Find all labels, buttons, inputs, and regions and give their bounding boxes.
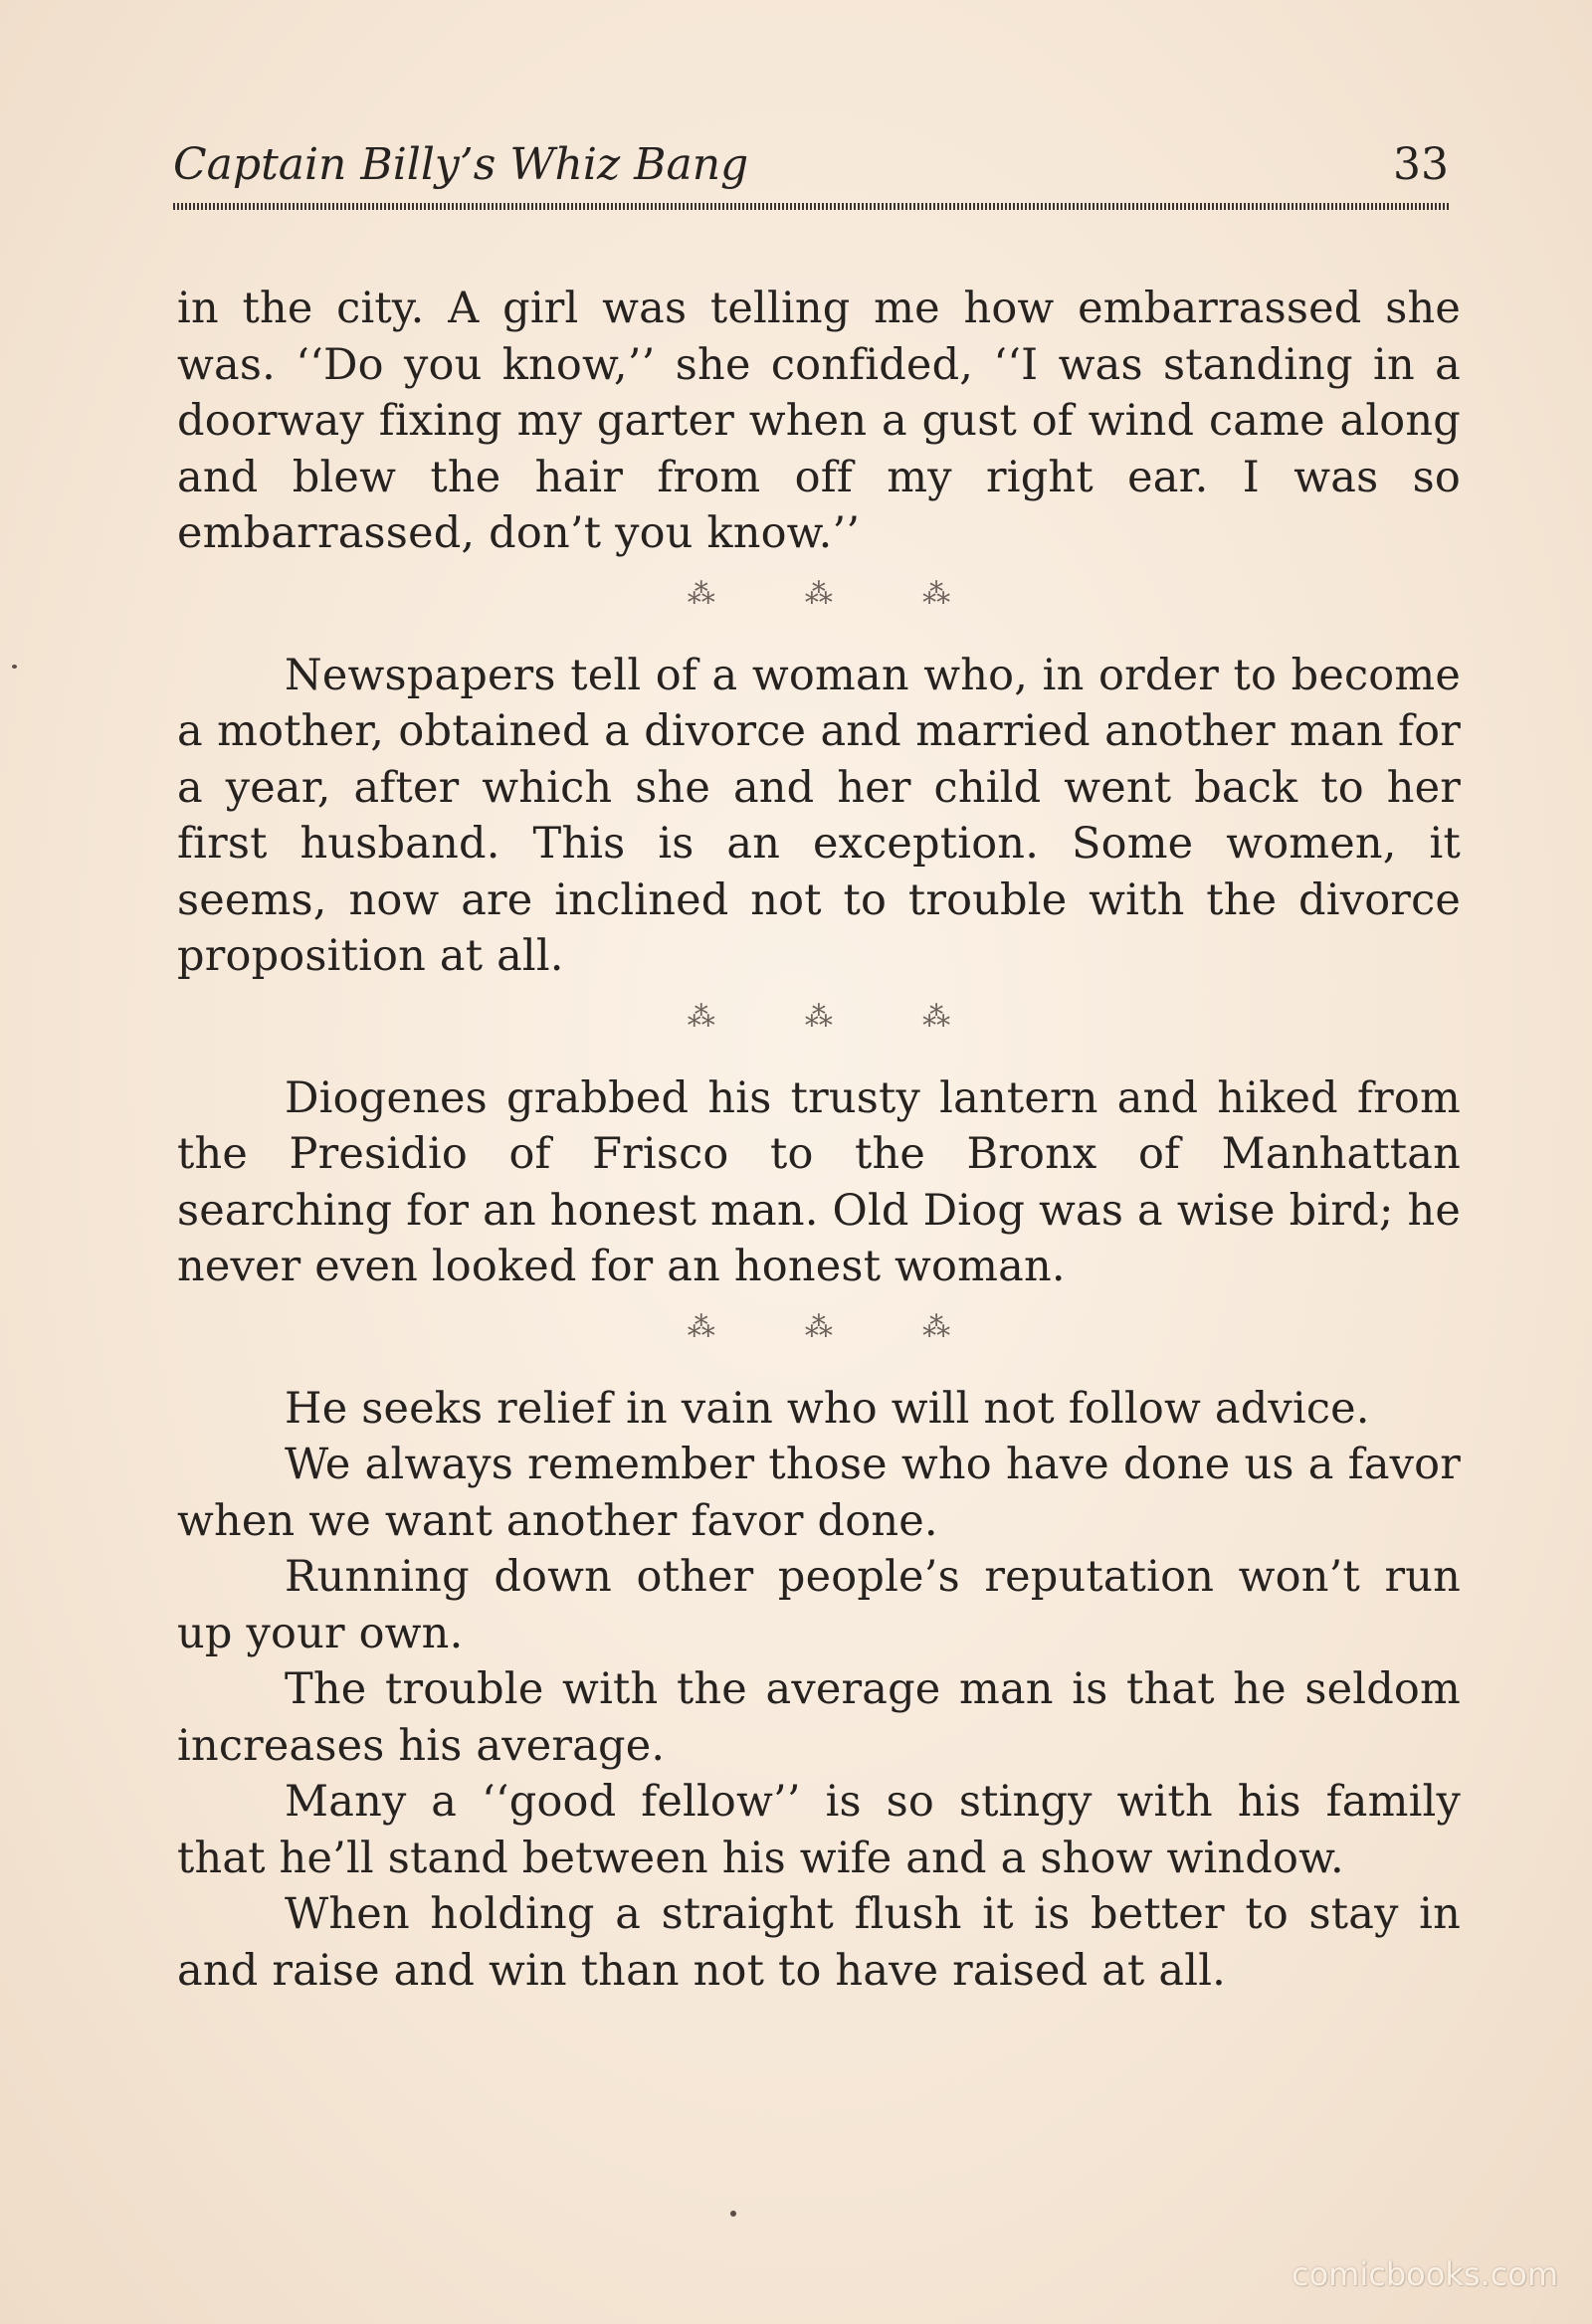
separator-glyph: ⁂ [687, 576, 715, 610]
saying: Running down other people’s reputation won’t run up your own. [177, 1552, 1461, 1658]
separator-glyph: ⁂ [687, 1309, 715, 1343]
page-body [177, 281, 1461, 1999]
section-separator [177, 1307, 1461, 1347]
saying: The trouble with the average man is that he seldom increases his average. [177, 1664, 1461, 1771]
saying: We always remember those who have done us a favor when we want another favor done. [177, 1440, 1461, 1546]
paper-speck [730, 2211, 736, 2217]
separator-glyph: ⁂ [922, 576, 951, 610]
paragraph-newspapers: Newspapers tell of a woman who, in order to become a mother, obtained a divorce and married another man for a year, after which she and her child went back to her first husband. This is an exception. Some women, it seems, now are inclined not to trouble with the divorce proposition at all. [177, 650, 1461, 981]
paragraph-diogenes: Diogenes grabbed his trusty lantern and hiked from the Presidio of Frisco to the Bronx of Manhattan searching for an honest man. Old Diog was a wise bird; he never even looked for an honest woman. [177, 1072, 1461, 1291]
saying: He seeks relief in vain who will not follow advice. [285, 1383, 1370, 1434]
section-separator [177, 997, 1461, 1037]
paragraph-continued: in the city. A girl was telling me how embarrassed she was. ‘‘Do you know,’’ she confided, ‘‘I was standing in a doorway fixing my garter when a gust of wind came along and blew the hair from off my right ear. I was so embarrassed, don’t you know.’’ [177, 284, 1461, 558]
separator-glyph: ⁂ [922, 999, 951, 1033]
watermark: comicbooks.com [1291, 2255, 1558, 2293]
page-number: 33 [1393, 139, 1449, 190]
separator-glyph: ⁂ [922, 1309, 951, 1343]
header-rule [173, 203, 1449, 210]
separator-glyph: ⁂ [804, 999, 834, 1033]
separator-glyph: ⁂ [804, 576, 834, 610]
section-separator [177, 574, 1461, 614]
saying: When holding a straight flush it is better to stay in and raise and win than not to have raised at all. [177, 1889, 1461, 1996]
separator-glyph: ⁂ [804, 1309, 834, 1343]
saying: Many a ‘‘good fellow’’ is so stingy with his family that he’ll stand between his wife and a show window. [177, 1777, 1461, 1883]
running-title: Captain Billy’s Whiz Bang [173, 139, 749, 190]
separator-glyph: ⁂ [687, 999, 715, 1033]
paper-speck [12, 665, 17, 669]
page-header [173, 139, 1449, 191]
